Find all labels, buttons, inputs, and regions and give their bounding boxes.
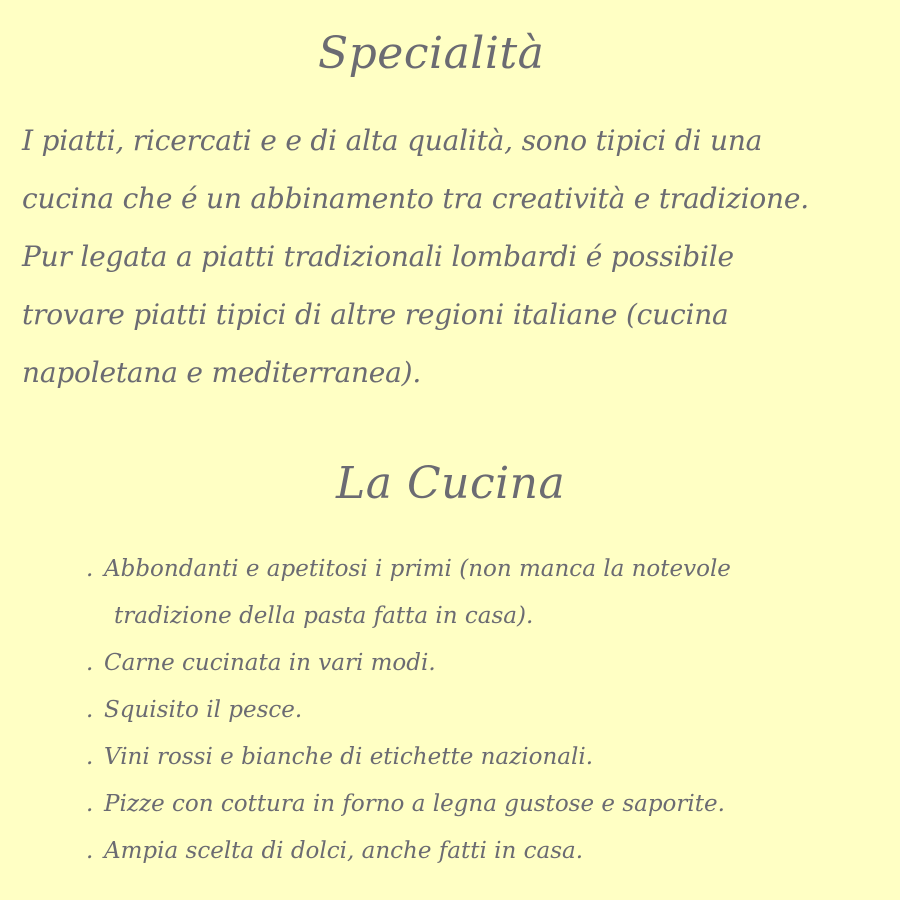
list-item-continuation: tradizione della pasta fatta in casa). [114,603,534,629]
specialita-paragraph [22,112,882,402]
list-item [86,640,866,687]
specialita-title: Specialità [318,28,545,79]
paragraph-line: trovare piatti tipici di altre regioni italiane (cucina [22,298,729,331]
paragraph-line: napoletana e mediterranea). [22,356,422,389]
list-item [86,828,866,875]
list-item-text: Ampia scelta di dolci, anche fatti in casa. [104,838,584,864]
bullet-mark: . [86,556,94,582]
list-item-text: Abbondanti e apetitosi i primi (non manca la notevole [104,556,731,582]
bullet-mark: . [86,838,94,864]
paragraph-line: I piatti, ricercati e e di alta qualità, sono tipici di una [22,124,763,157]
paragraph-line: cucina che é un abbinamento tra creatività e tradizione. [22,182,809,215]
list-item-text: Carne cucinata in vari modi. [104,650,436,676]
cucina-title: La Cucina [336,458,566,509]
paragraph-line: Pur legata a piatti tradizionali lombardi é possibile [22,240,734,273]
bullet-mark: . [86,697,94,723]
list-item [86,734,866,781]
bullet-mark: . [86,744,94,770]
list-item [86,781,866,828]
bullet-mark: . [86,791,94,817]
list-item [86,687,866,734]
bullet-mark: . [86,650,94,676]
list-item-text: Pizze con cottura in forno a legna gustose e saporite. [104,791,725,817]
list-item [86,546,866,640]
list-item-text: Squisito il pesce. [104,697,303,723]
list-item-text: Vini rossi e bianche di etichette nazionali. [104,744,594,770]
cucina-list [86,546,866,875]
